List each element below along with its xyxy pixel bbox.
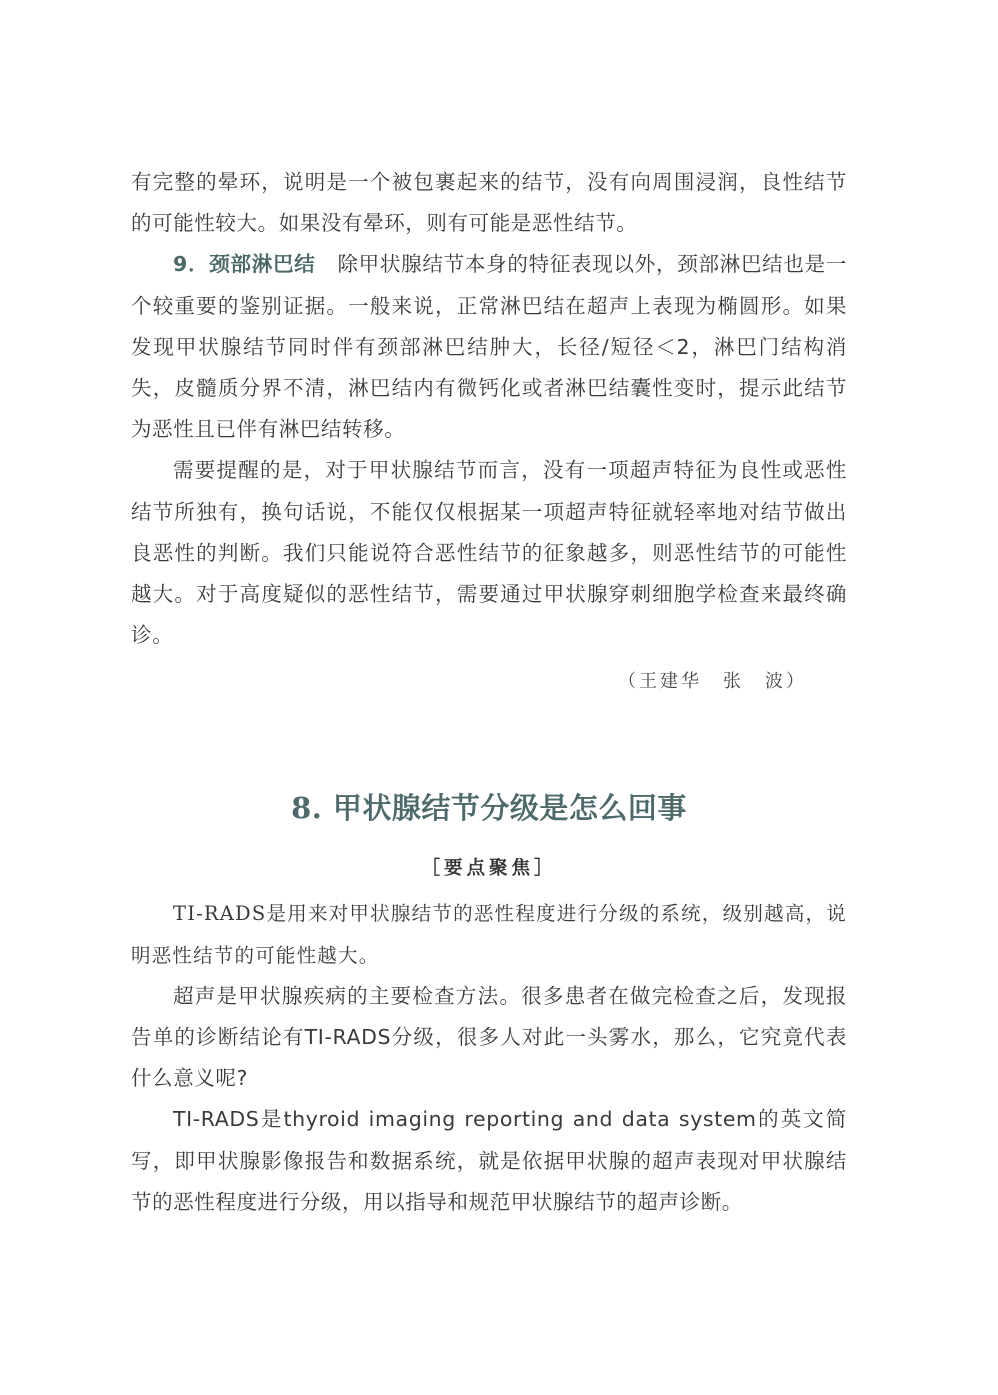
paragraph-tirads-definition: TI-RADS是thyroid imaging reporting and data system的英文简写，即甲状腺影像报告和数据系统，就是依据甲状腺的超声表现对甲状腺结节的恶性程度进行分级，用以指导和规范甲状腺结节的超声诊断。	[131, 1107, 847, 1214]
author-credit: （王建华 张 波）	[618, 671, 807, 693]
paragraph-halo: 有完整的晕环，说明是一个被包裹起来的结节，没有向周围浸润，良性结节的可能性较大。如果没有晕环，则有可能是恶性结节。	[131, 170, 847, 236]
key-points-text: TI-RADS是用来对甲状腺结节的恶性程度进行分级的系统，级别越高，说明恶性结节的可能性越大。	[131, 902, 847, 967]
paragraph-ultrasound: 超声是甲状腺疾病的主要检查方法。很多患者在做完检查之后，发现报告单的诊断结论有TI-RADS分级，很多人对此一头雾水，那么，它究竟代表什么意义呢?	[131, 983, 847, 1091]
runin-heading-lymph-nodes: 9．颈部淋巴结	[173, 252, 316, 277]
key-points-heading: ［要点聚焦］	[421, 858, 557, 880]
paragraph-reminder: 需要提醒的是，对于甲状腺结节而言，没有一项超声特征为良性或恶性结节所独有，换句话说，不能仅仅根据某一项超声特征就轻率地对结节做出良恶性的判断。我们只能说符合恶性结节的征象越多，则恶性结节的可能性越大。对于高度疑似的恶性结节，需要通过甲状腺穿刺细胞学检查来最终确诊。	[131, 458, 847, 648]
paragraph-lymph-nodes-body: 除甲状腺结节本身的特征表现以外，颈部淋巴结也是一个较重要的鉴别证据。一般来说，正常淋巴结在超声上表现为椭圆形。如果发现甲状腺结节同时伴有颈部淋巴结肿大，长径/短径＜2，淋巴门结构消失，皮髓质分界不清，淋巴结内有微钙化或者淋巴结囊性变时，提示此结节为恶性且已伴有淋巴结转移。	[131, 252, 847, 442]
document-page	[131, 162, 847, 1223]
section-title: 8. 甲状腺结节分级是怎么回事	[291, 791, 687, 826]
paragraph-lymph-nodes	[131, 244, 847, 450]
